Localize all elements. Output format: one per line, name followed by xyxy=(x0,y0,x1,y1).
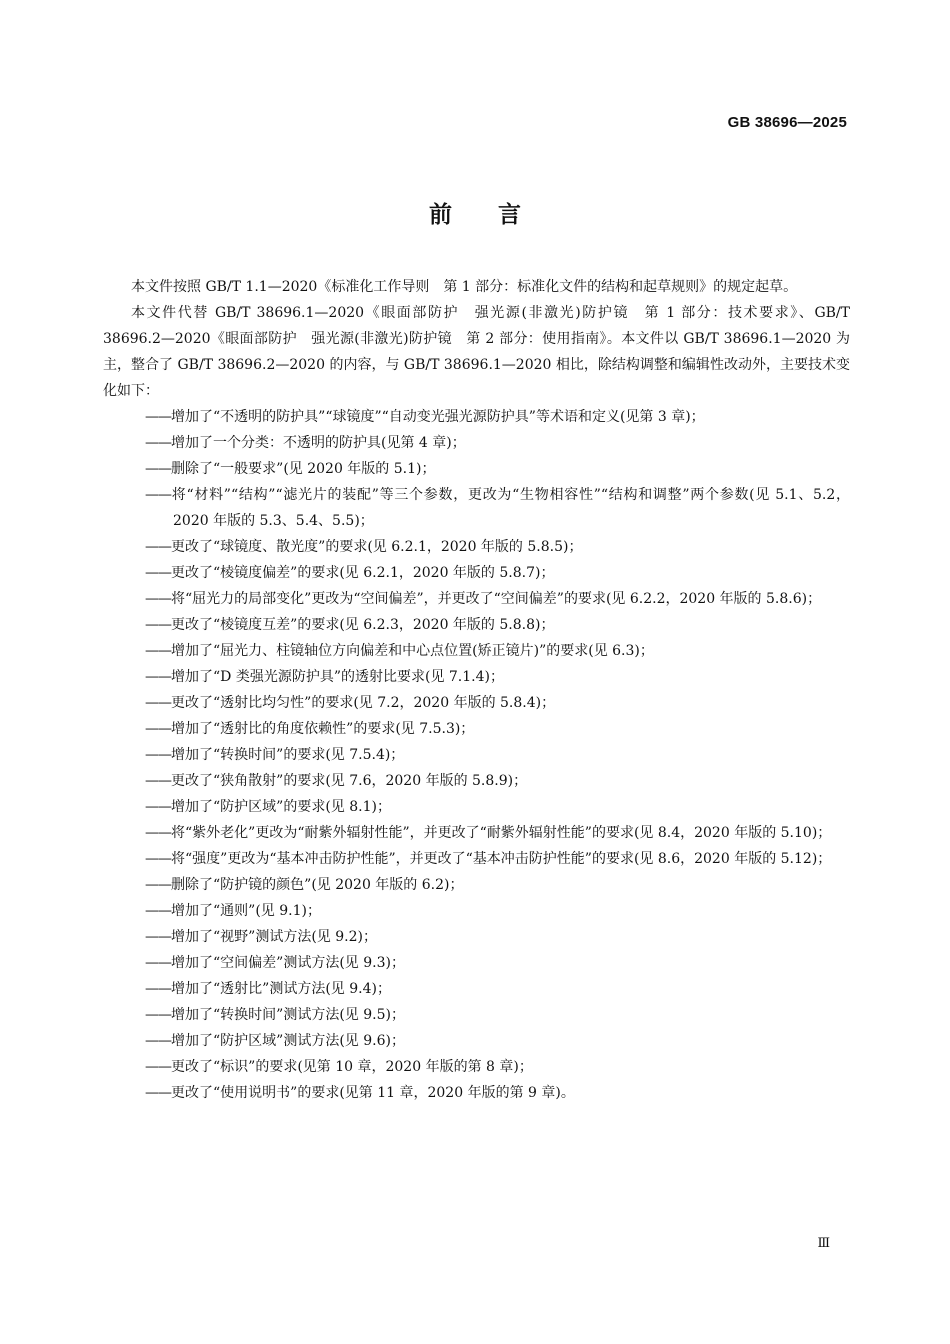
change-item: —— 更改了“透射比均匀性”的要求(见 7.2，2020 年版的 5.8.4)； xyxy=(103,690,850,716)
change-item: —— 增加了“透射比”测试方法(见 9.4)； xyxy=(103,976,850,1002)
change-item: —— 将“屈光力的局部变化”更改为“空间偏差”，并更改了“空间偏差”的要求(见 6.2.2，2020 年版的 5.8.6)； xyxy=(103,586,850,612)
change-item: —— 增加了一个分类：不透明的防护具(见第 4 章)； xyxy=(103,430,850,456)
change-item: —— 将“紫外老化”更改为“耐紫外辐射性能”，并更改了“耐紫外辐射性能”的要求(见 8.4，2020 年版的 5.10)； xyxy=(103,820,850,846)
page-number: Ⅲ xyxy=(817,1236,830,1251)
change-item: —— 将“材料”“结构”“滤光片的装配”等三个参数，更改为“生物相容性”“结构和调整”两个参数(见 5.1、5.2，2020 年版的 5.3、5.4、5.5)； xyxy=(103,482,850,534)
change-item: —— 增加了“D 类强光源防护具”的透射比要求(见 7.1.4)； xyxy=(103,664,850,690)
change-item: —— 增加了“屈光力、柱镜轴位方向偏差和中心点位置(矫正镜片)”的要求(见 6.3)； xyxy=(103,638,850,664)
change-item: —— 更改了“标识”的要求(见第 10 章，2020 年版的第 8 章)； xyxy=(103,1054,850,1080)
change-item: —— 增加了“转换时间”的要求(见 7.5.4)； xyxy=(103,742,850,768)
intro-paragraph: 本文件按照 GB/T 1.1—2020《标准化工作导则 第 1 部分：标准化文件的结构和起草规则》的规定起草。 xyxy=(131,279,798,295)
change-item: —— 更改了“使用说明书”的要求(见第 11 章，2020 年版的第 9 章)。 xyxy=(103,1080,850,1106)
standard-number: GB 38696—2025 xyxy=(727,114,847,131)
change-item: —— 更改了“狭角散射”的要求(见 7.6，2020 年版的 5.8.9)； xyxy=(103,768,850,794)
change-item: —— 更改了“棱镜度偏差”的要求(见 6.2.1，2020 年版的 5.8.7)； xyxy=(103,560,850,586)
replacement-paragraph: 本文件代替 GB/T 38696.1—2020《眼面部防护 强光源(非激光)防护镜 第 1 部分：技术要求》、GB/T 38696.2—2020《眼面部防护 强光源(非激光)防护镜 第 2 部分：使用指南》。本文件以 GB/T 38696.1—2020 为主，整合了 GB/T 38696.2—2020 的内容，与 GB/T 38696.1—2020 相比，除结构调整和编辑性改动外，主要技术变化如下： xyxy=(103,305,850,399)
change-item: —— 增加了“转换时间”测试方法(见 9.5)； xyxy=(103,1002,850,1028)
change-item: —— 将“强度”更改为“基本冲击防护性能”，并更改了“基本冲击防护性能”的要求(见 8.6，2020 年版的 5.12)； xyxy=(103,846,850,872)
change-item: —— 增加了“不透明的防护具”“球镜度”“自动变光强光源防护具”等术语和定义(见第 3 章)； xyxy=(103,404,850,430)
change-item: —— 更改了“球镜度、散光度”的要求(见 6.2.1，2020 年版的 5.8.5)； xyxy=(103,534,850,560)
change-item: —— 更改了“棱镜度互差”的要求(见 6.2.3，2020 年版的 5.8.8)； xyxy=(103,612,850,638)
change-item: —— 增加了“防护区域”的要求(见 8.1)； xyxy=(103,794,850,820)
technical-changes-list xyxy=(103,404,850,1106)
document-body xyxy=(103,274,850,1106)
change-item: —— 增加了“防护区域”测试方法(见 9.6)； xyxy=(103,1028,850,1054)
change-item: —— 删除了“一般要求”(见 2020 年版的 5.1)； xyxy=(103,456,850,482)
change-item: —— 增加了“透射比的角度依赖性”的要求(见 7.5.3)； xyxy=(103,716,850,742)
change-item: —— 增加了“空间偏差”测试方法(见 9.3)； xyxy=(103,950,850,976)
change-item: —— 增加了“通则”(见 9.1)； xyxy=(103,898,850,924)
change-item: —— 增加了“视野”测试方法(见 9.2)； xyxy=(103,924,850,950)
page-title: 前言 xyxy=(429,202,567,228)
change-item: —— 删除了“防护镜的颜色”(见 2020 年版的 6.2)； xyxy=(103,872,850,898)
